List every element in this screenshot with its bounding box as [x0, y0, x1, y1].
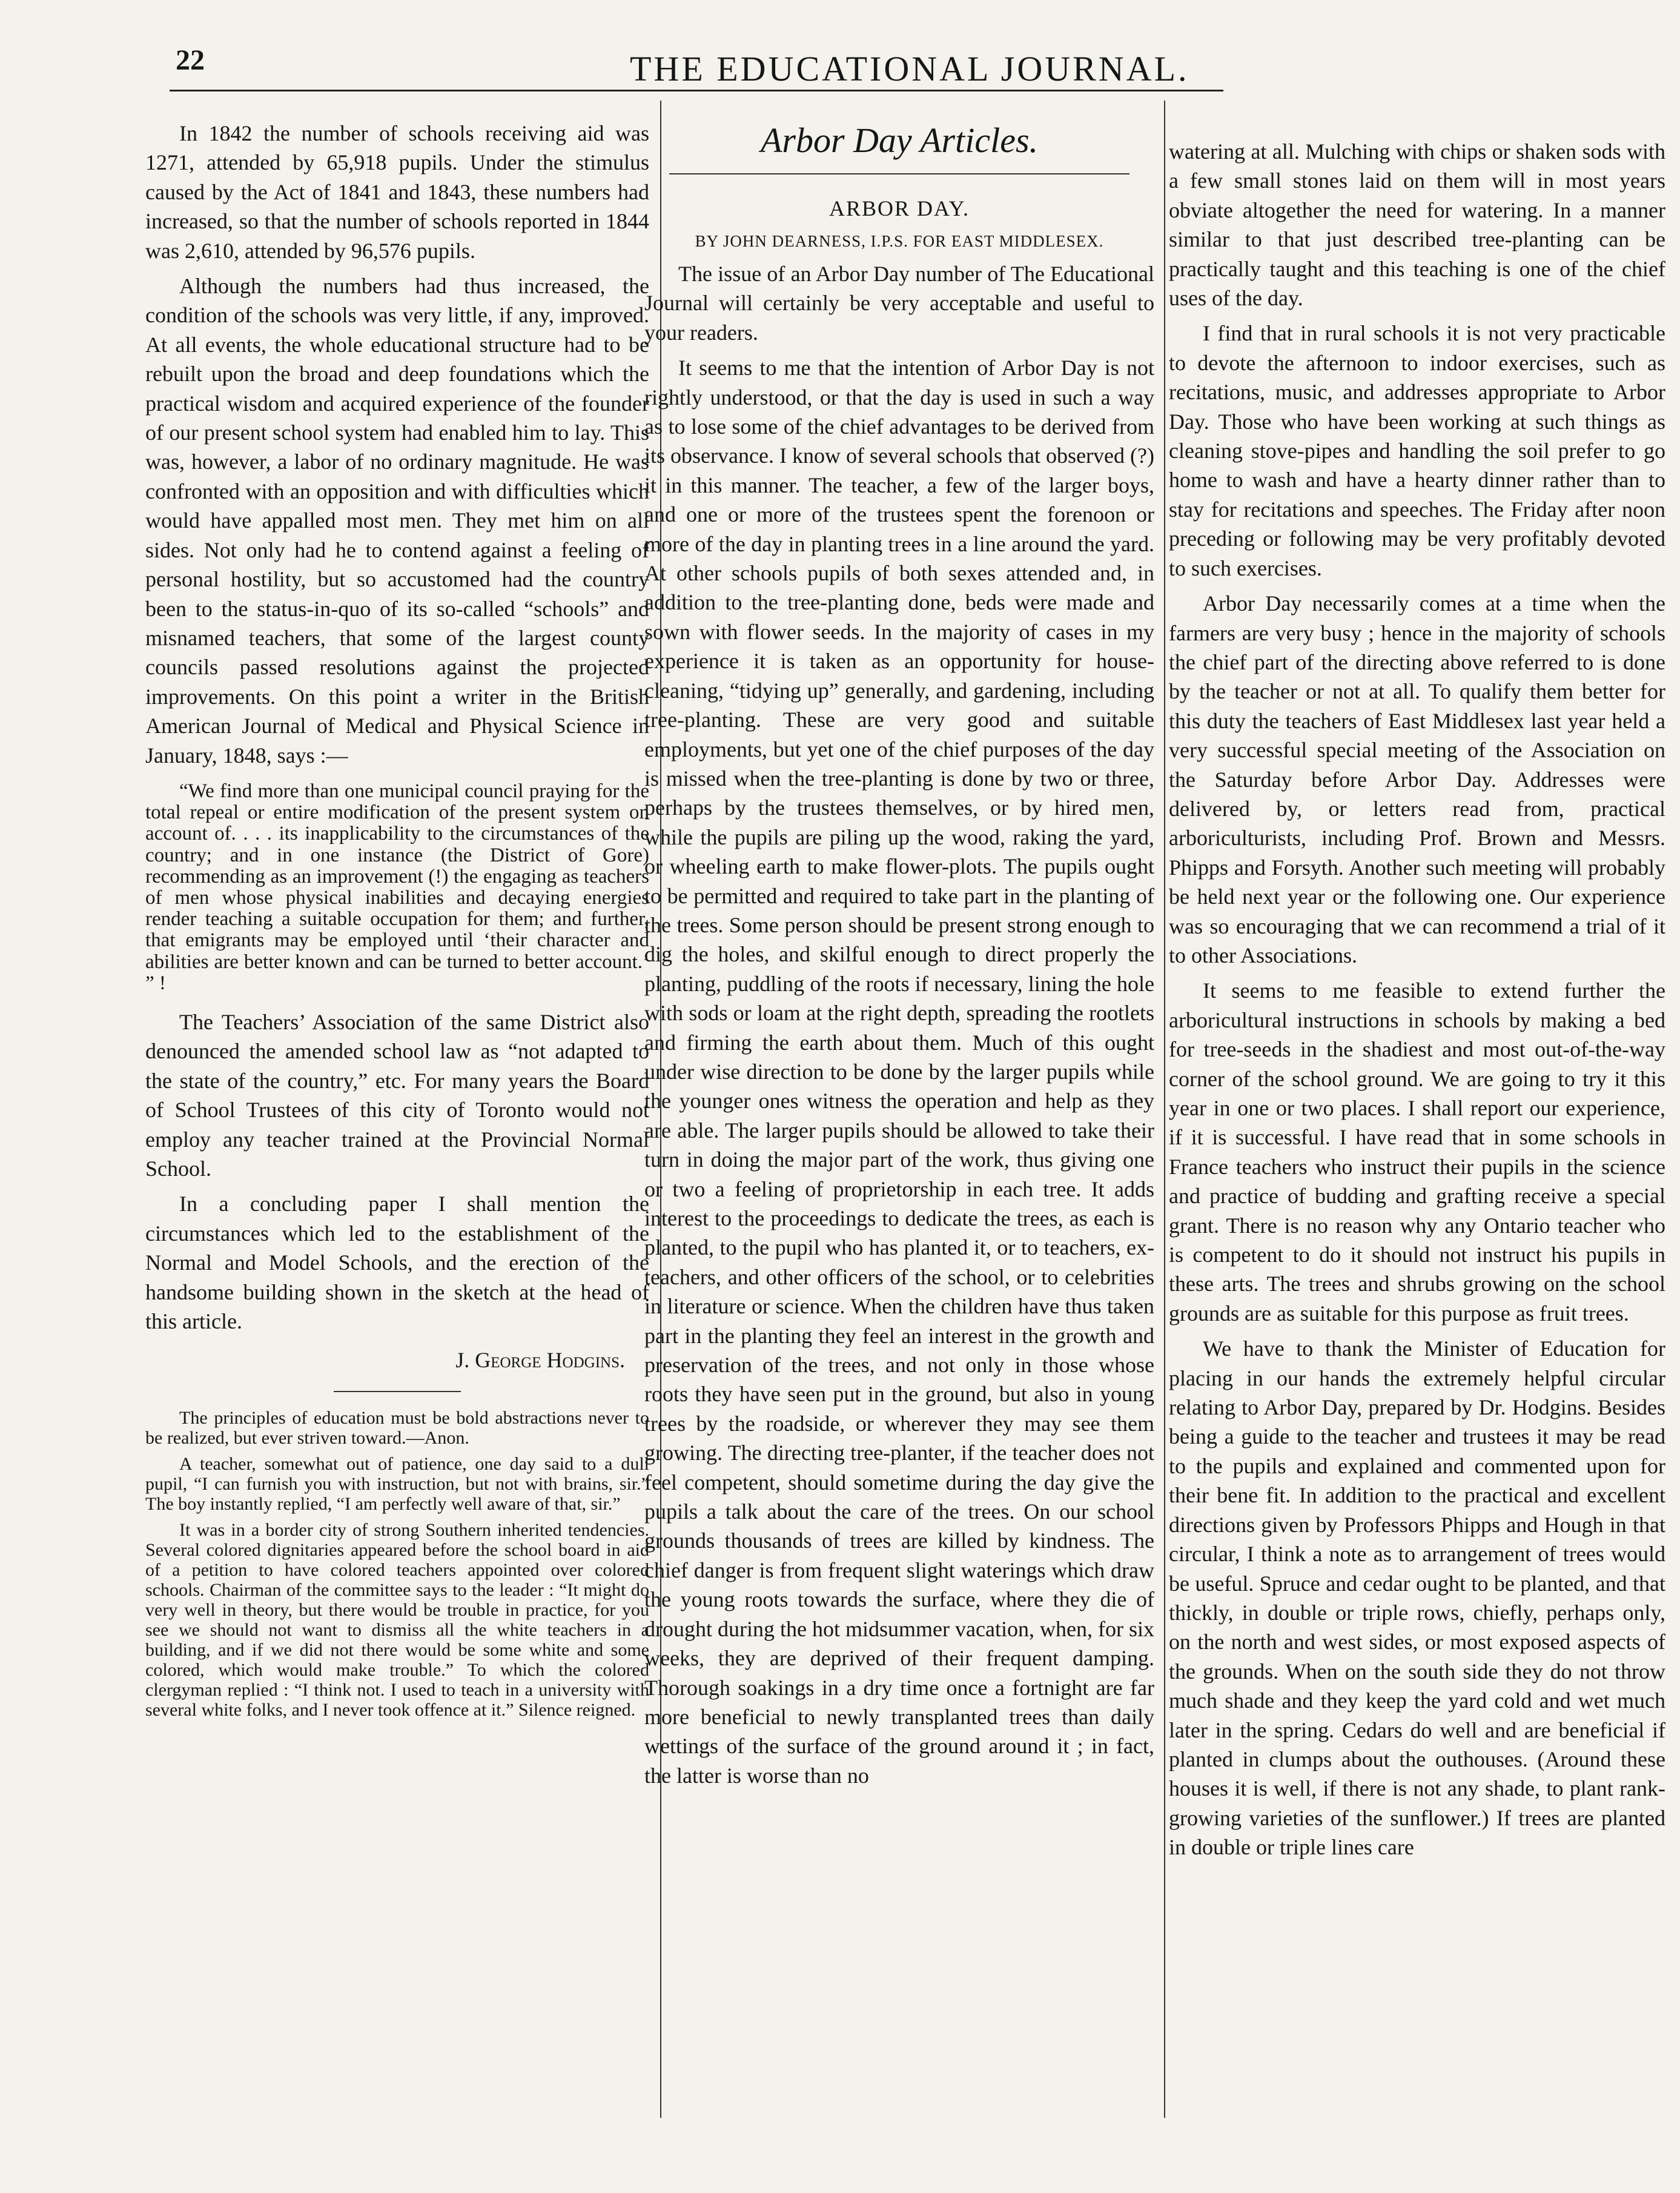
page-header [170, 41, 1235, 96]
article-title: ARBOR DAY. [828, 196, 970, 221]
separator-rule [334, 1391, 461, 1392]
note-paragraph: A teacher, somewhat out of patience, one day said to a dull pupil, “I can furnish you with instruction, but not with brains, sir.” The boy instantly replied, “I am perfectly well aware of that, sir.” [145, 1453, 649, 1514]
column-1 [145, 119, 649, 1726]
paragraph: Arbor Day necessarily comes at a time when the farmers are very busy ; hence in the majority of schools the chief part of the directing above referred to is done by the teacher or not at all. To qualify them better for this duty the teachers of East Middlesex last year held a very successful special meeting of the Association on the Saturday before Arbor Day. Addresses were delivered by, or letters read from, practical arboriculturists, including Prof. Brown and Messrs. Phipps and Forsyth. Another such meeting will probably be held next year or the following one. Our experience was so encouraging that we can recommend a trial of it to other Associations. [1169, 591, 1665, 967]
column-3 [1169, 137, 1665, 1868]
paragraph: I find that in rural schools it is not very practicable to devote the afternoon to indoor exercises, such as recitations, music, and addresses appropriate to Arbor Day. Those who have been working at such things as cleaning stove-pipes and handling the soil prefer to go home to wash and have a hearty dinner rather than to stay for recitations and speeches. The Friday after noon preceding or following may be very profitably devoted to such exercises. [1169, 321, 1665, 580]
note-paragraph: It was in a border city of strong Southern inherited tendencies. Several colored dignitaries appeared before the school board in aid of a petition to have colored teachers appointed over colored schools. Chairman of the committee says to the leader : “It might do very well in theory, but there would be trouble in practice, for you see we should not want to dismiss all the white teachers in a building, and if we did not there would be some white and some colored, which would make trouble.” To which the colored clergyman replied : “I think not. I used to teach in a university with several white folks, and I never took offence at it.” Silence reigned. [145, 1519, 649, 1720]
author-signature: J. George Hodgins. [455, 1348, 625, 1373]
paragraph: In 1842 the number of schools receiving aid was 1271, attended by 65,918 pupils. Under the stimulus caused by the Act of 1841 and 1843, these numbers had increased, so that the number of schools reported in 1844 was 2,610, attended by 96,576 pupils. [145, 121, 649, 263]
paragraph: It seems to me that the intention of Arbor Day is not rightly understood, or that the day is used in such a way as to lose some of the chief advantages to be derived from its observance. I know of several schools that observed (?) it in this manner. The teacher, a few of the larger boys, and one or more of the trustees spent the forenoon or more of the day in planting trees in a line around the yard. At other schools pupils of both sexes attended and, in addition to the tree-planting done, beds were made and sown with flower seeds. In the majority of cases in my experience it is taken as an opportunity for house-cleaning, “tidying up” generally, and gardening, including tree-planting. These are very good and suitable employments, but yet one of the chief purposes of the day is missed when the tree-planting is done by two or three, perhaps by the trustees themselves, or by hired men, while the pupils are piling up the wood, raking the yard, or wheeling earth to make flower-plots. The pupils ought to be permitted and required to take part in the planting of the trees. Some person should be present strong enough to dig the holes, and skilful enough to direct properly the planting, puddling of the roots if necessary, lining the hole with sods or loam at the right depth, spreading the rootlets and firming the earth about them. Much of this ought under wise direction to be done by the larger pupils while the younger ones witness the operation and help as they are able. The larger pupils should be allowed to take their turn in doing the major part of the work, thus giving one or two a feeling of proprietorship in each tree. It adds interest to the proceedings to dedicate the trees, as each is planted, to the pupil who has planted it, or to teachers, ex-teachers, and other officers of the school, or to celebrities in literature or science. When the children have thus taken part in the planting they feel an interest in the growth and preservation of the trees, and not only in those whose roots they have seen put in the ground, but also in young trees by the roadside, or wherever they may see them growing. The directing tree-planter, if the teacher does not feel competent, should sometime during the day give the pupils a talk about the care of the trees. On our school grounds thousands of trees are killed by kindness. The chief danger is from frequent slight waterings which draw the young roots towards the surface, where they die of drought during the hot midsummer vacation, when, for six weeks, they are deprived of their frequent damping. Thorough soakings in a dry time once a fortnight are far more beneficial to newly transplanted trees than daily wettings of the surface of the ground around it ; in fact, the latter is worse than no [644, 356, 1154, 1788]
paragraph: We have to thank the Minister of Education for placing in our hands the extremely helpful circular relating to Arbor Day, prepared by Dr. Hodgins. Besides being a guide to the teacher and trustees it may be read to the pupils and explained and commented upon for their bene fit. In addition to the practical and excellent directions given by Professors Phipps and Hough in that circular, I think a note as to arrangement of trees would be useful. Spruce and cedar ought to be planted, and that thickly, in double or triple rows, chiefly, perhaps only, on the north and west sides, or most exposed aspects of the grounds. When on the south side they do not throw much shade and they keep the yard cold and wet much later in the spring. Cedars do well and are beneficial if planted in clumps about the outhouses. (Around these houses it is well, if there is not any shade, to plant rank-growing varieties of the sunflower.) If trees are planted in double or triple lines care [1169, 1336, 1665, 1860]
column-2 [644, 119, 1154, 1796]
paragraph: In a concluding paper I shall mention the circumstances which led to the establishment of the Normal and Model Schools, and the erection of the handsome building shown in the sketch at the head of this article. [145, 1192, 649, 1334]
note-paragraph: The principles of education must be bold abstractions never to be realized, but ever striven toward.—Anon. [145, 1407, 649, 1448]
paragraph: It seems to me feasible to extend further the arboricultural instructions in schools by making a bed for tree-seeds in the shadiest and most out-of-the-way corner of the school ground. We are going to try it this year in one or two places. I shall report our experience, if it is successful. I have read that in some schools in France teachers who instruct their pupils in the science and practice of budding and grafting receive a special grant. There is no reason why any Ontario teacher who is competent to do it should not instruct his pupils in these arts. The trees and shrubs growing on the school grounds are as suitable for this purpose as fruit trees. [1169, 978, 1665, 1325]
section-rule [669, 173, 1129, 174]
byline: BY JOHN DEARNESS, I.P.S. FOR EAST MIDDLESEX. [695, 232, 1104, 250]
header-rule [170, 90, 1223, 91]
section-title: Arbor Day Articles. [760, 121, 1039, 160]
column-divider-2 [1164, 101, 1165, 2118]
journal-title: THE EDUCATIONAL JOURNAL. [630, 49, 1189, 88]
paragraph: watering at all. Mulching with chips or shaken sods with a few small stones laid on them will in most years obviate altogether the need for watering. In a manner similar to that just described tree-planting can be practically taught and this teaching is one of the chief uses of the day. [1169, 139, 1665, 311]
paragraph: Although the numbers had thus increased, the condition of the schools was very little, if any, improved. At all events, the whole educational structure had to be rebuilt upon the broad and deep foundations which the practical wisdom and acquired experience of the founder of our present school system had enabled him to lay. This was, however, a labor of no ordinary magnitude. He was confronted with an opposition and with difficulties which would have appalled most men. They met him on all sides. Not only had he to contend against a feeling of personal hostility, but so accustomed had the country been to the status-in-quo of its so-called “schools” and misnamed teachers, that some of the largest county councils passed resolutions against the projected improvements. On this point a writer in the British American Journal of Medical and Physical Science in January, 1848, says :— [145, 274, 649, 768]
paragraph: The Teachers’ Association of the same District also denounced the amended school law as “not adapted to the state of the country,” etc. For many years the Board of School Trustees of this city of Toronto would not employ any teacher trained at the Provincial Normal School. [145, 1009, 649, 1181]
block-quote: “We find more than one municipal council praying for the total repeal or entire modification of the present system on account of. . . . its inapplicability to the circumstances of the country; and in one instance (the District of Gore) recommending as an improvement (!) the engaging as teachers of men whose physical inabilities and decaying energies render teaching a suitable occupation for them; and further, that emigrants may be employed until ‘their character and abilities are better known and can be turned to better account.’ ” ! [145, 780, 649, 994]
paragraph: The issue of an Arbor Day number of The Educational Journal will certainly be very acceptable and useful to your readers. [644, 262, 1154, 345]
page-number: 22 [176, 44, 205, 76]
